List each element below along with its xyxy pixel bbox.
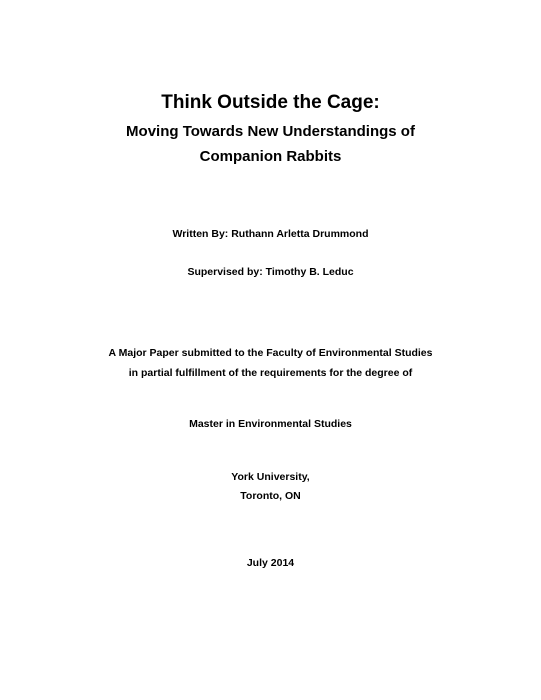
submission-date: July 2014 [246, 557, 295, 569]
degree-name: Master in Environmental Studies [189, 418, 352, 430]
paper-title: Think Outside the Cage: [161, 92, 380, 113]
author-line: Written By: Ruthann Arletta Drummond [172, 228, 369, 240]
submission-statement-line-1: A Major Paper submitted to the Faculty of Environmental Studies [108, 347, 433, 359]
university-location: Toronto, ON [240, 490, 301, 502]
supervisor-line: Supervised by: Timothy B. Leduc [187, 266, 354, 278]
paper-subtitle-line-2: Companion Rabbits [199, 148, 342, 165]
paper-subtitle-line-1: Moving Towards New Understandings of [126, 123, 415, 140]
university-name: York University, [231, 471, 310, 483]
submission-statement-line-2: in partial fulfillment of the requirements for the degree of [128, 367, 413, 379]
